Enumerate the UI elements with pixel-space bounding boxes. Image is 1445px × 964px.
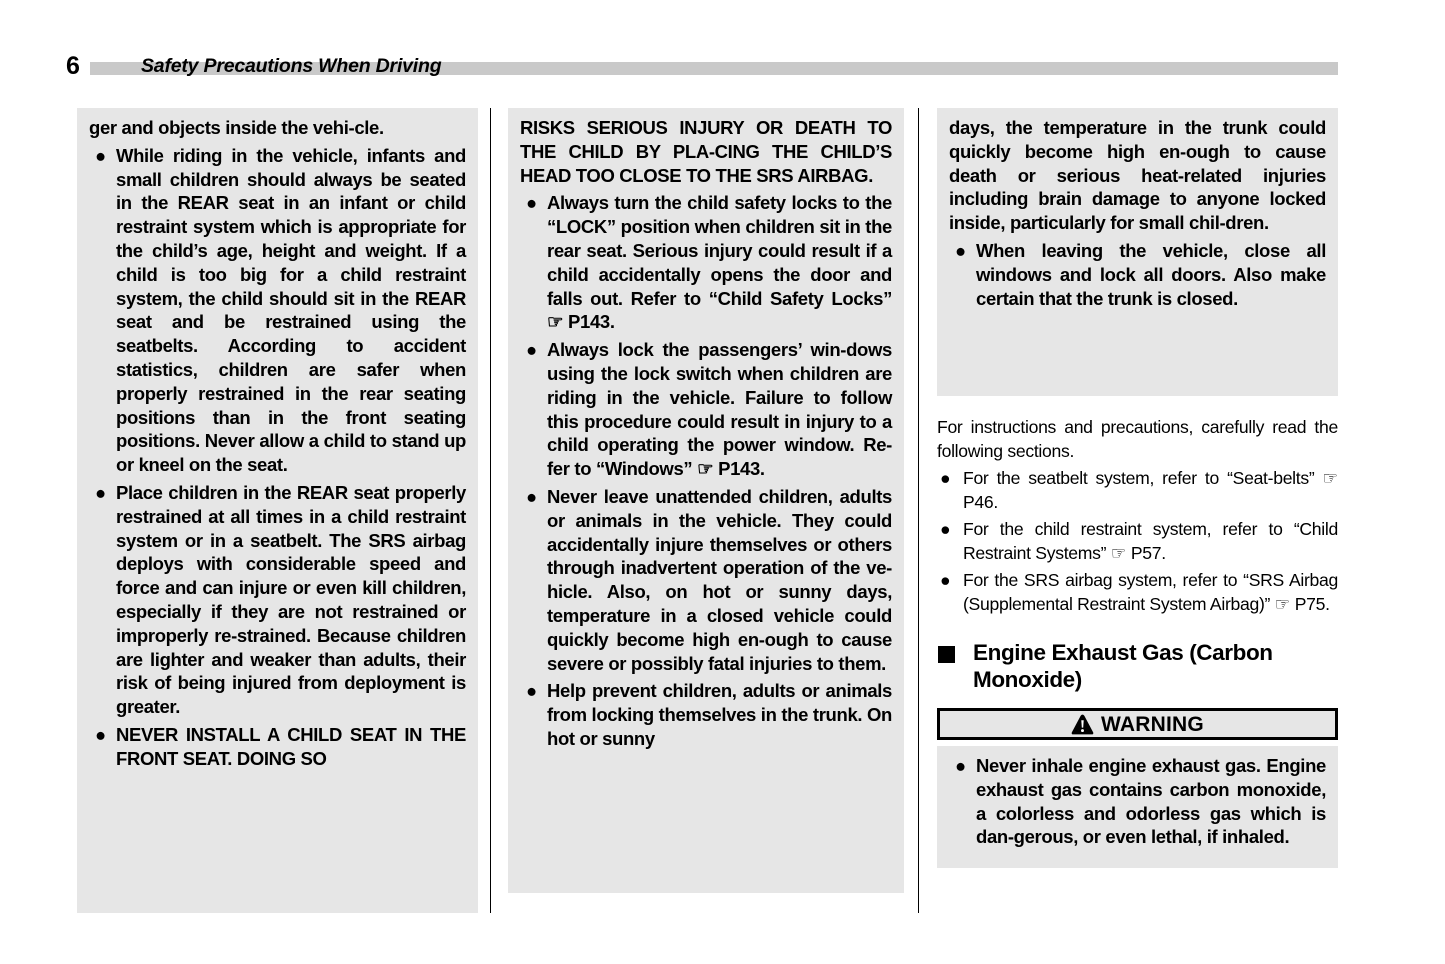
reference-list-item — [937, 517, 1338, 565]
page-title: Safety Precautions When Driving — [141, 55, 442, 77]
column-divider-2 — [918, 108, 919, 913]
bullet-icon: ● — [95, 144, 107, 166]
warning-bullet-item — [520, 338, 892, 481]
bullet-icon: ● — [526, 192, 538, 214]
reference-item-text: For the SRS airbag system, refer to “SRS Airbag (Supplemental Restraint System Airbag)” ☞ P75. — [963, 570, 1338, 614]
warning-bullet-text: Always lock the passengers’ win-dows using the lock switch when children are riding in the vehicle. Failure to follow this procedure could result in injury to a child operating the power window. Re-fer to “Windows” ☞ P143. — [547, 339, 892, 480]
reference-item-text: For the seatbelt system, refer to “Seat-belts” ☞ P46. — [963, 468, 1338, 512]
warning-bullet-item — [89, 481, 466, 719]
reference-list-item — [937, 568, 1338, 616]
bullet-icon: ● — [940, 570, 951, 590]
bullet-icon: ● — [940, 468, 951, 488]
warning-bullet-text: While riding in the vehicle, infants and small children should always be seated in the REAR seat in an infant or child restraint system which is appropriate for the child’s age, height and weight. If a child is too big for a child restraint system, the child should sit in the REAR seat and be restrained using the seatbelts. According to accident statistics, children are safer when properly restrained in the rear seating positions than in the front seating positions. Never allow a child to stand up or kneel on the seat. — [116, 144, 466, 476]
warning-bullet-text: Never inhale engine exhaust gas. Engine exhaust gas contains carbon monoxide, a colorless and odorless gas which is dan-gerous, or even lethal, if inhaled. — [976, 755, 1326, 848]
warning-bullet-item — [520, 191, 892, 334]
warning-box-column-3 — [937, 108, 1338, 396]
warning-box-column-1 — [77, 108, 478, 913]
warning-bullet-item — [520, 679, 892, 750]
reference-item-text: For the child restraint system, refer to “Child Restraint Systems” ☞ P57. — [963, 519, 1338, 563]
content-columns — [0, 108, 1445, 913]
bullet-icon: ● — [940, 519, 951, 539]
bullet-icon: ● — [955, 239, 967, 261]
warning-bullet-item — [949, 239, 1326, 310]
continued-paragraph: days, the temperature in the trunk could quickly become high en-ough to cause death or serious heat-related injuries including brain damage to anyone locked inside, particularly for small chil-dren. — [949, 117, 1326, 234]
bullet-icon: ● — [526, 680, 538, 702]
page-header — [0, 50, 1445, 84]
continued-paragraph: RISKS SERIOUS INJURY OR DEATH TO THE CHILD BY PLA-CING THE CHILD’S HEAD TOO CLOSE TO THE SRS AIRBAG. — [520, 117, 892, 186]
warning-bullet-text: When leaving the vehicle, close all windows and lock all doors. Also make certain that the trunk is closed. — [976, 239, 1326, 309]
warning-label: WARNING — [1101, 712, 1204, 736]
bullet-icon: ● — [526, 339, 538, 361]
spacer — [937, 693, 1338, 708]
bullet-icon: ● — [526, 485, 538, 507]
warning-box-exhaust-gas — [937, 746, 1338, 868]
spacer — [937, 396, 1338, 415]
page-number: 6 — [66, 52, 80, 80]
section-heading-text: Engine Exhaust Gas (Carbon Monoxide) — [973, 640, 1273, 692]
bullet-icon: ● — [95, 481, 107, 503]
warning-bullet-text: Always turn the child safety locks to the “LOCK” position when children sit in the rear seat. Serious injury could result if a child accidentally opens the door and falls out. Refer to “Child Safety Locks” ☞ P143. — [547, 192, 892, 333]
warning-box-column-2 — [508, 108, 904, 893]
warning-bullet-item — [89, 723, 466, 771]
column-1 — [77, 108, 478, 913]
square-bullet-icon — [938, 646, 955, 663]
warning-bullet-text: Help prevent children, adults or animals from locking themselves in the trunk. On hot or sunny — [547, 680, 892, 749]
column-3 — [937, 108, 1338, 913]
reference-list-item — [937, 466, 1338, 514]
warning-bullet-text: Never leave unattended children, adults or animals in the vehicle. They could accidentally injure themselves or others through inadvertent operation of the ve-hicle. Also, on hot or sunny days, temperature in a closed vehicle could quickly become high en-ough to cause severe or possibly fatal injuries to them. — [547, 485, 892, 674]
warning-bullet-item — [89, 144, 466, 477]
bullet-icon: ● — [95, 723, 107, 745]
section-heading — [937, 639, 1338, 693]
column-2 — [508, 108, 904, 913]
warning-bullet-text: NEVER INSTALL A CHILD SEAT IN THE FRONT SEAT. DOING SO — [116, 723, 466, 769]
warning-bullet-text: Place children in the REAR seat properly restrained at all times in a child restraint system or in a seatbelt. The SRS airbag deploys with considerable speed and force and can injure or even kill children, especially if they are not restrained or improperly re-strained. Because children are lighter and weaker than adults, their risk of being injured from deployment is greater. — [116, 481, 466, 718]
column-divider-1 — [490, 108, 491, 913]
warning-triangle-icon — [1071, 714, 1094, 735]
continued-paragraph: ger and objects inside the vehi-cle. — [89, 117, 384, 138]
intro-paragraph: For instructions and precautions, carefully read the following sections. — [937, 417, 1338, 461]
warning-bullet-item — [949, 754, 1326, 849]
warning-banner — [937, 708, 1338, 740]
bullet-icon: ● — [955, 755, 967, 776]
spacer — [937, 616, 1338, 639]
warning-bullet-item — [520, 485, 892, 675]
